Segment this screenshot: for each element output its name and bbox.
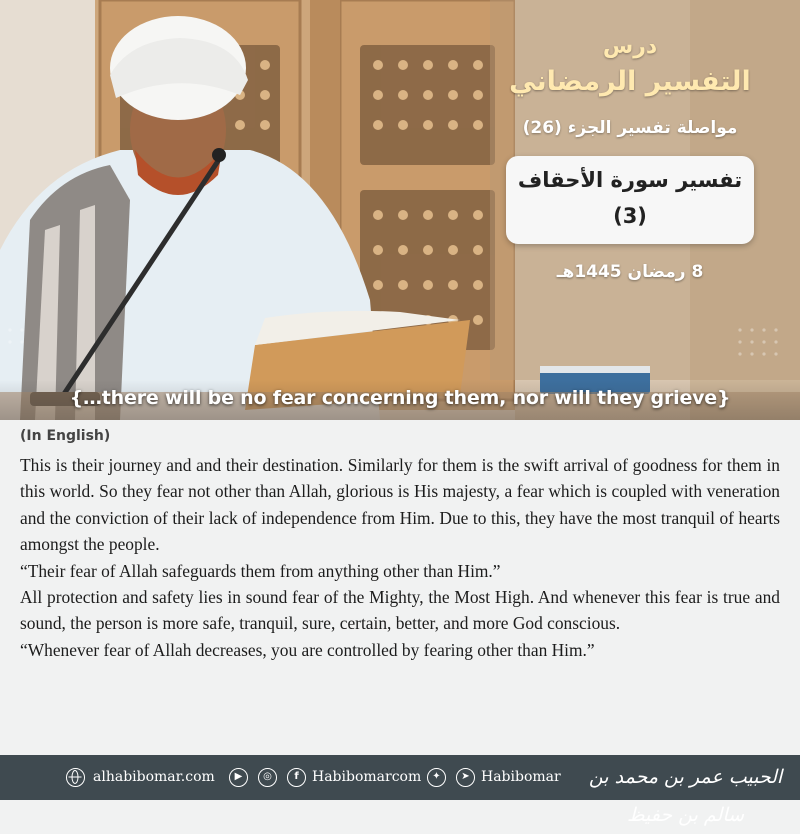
telegram-icon[interactable]: ➤ — [456, 768, 475, 787]
language-label: (In English) — [20, 428, 111, 444]
globe-icon[interactable] — [66, 768, 85, 787]
paragraph: This is their journey and and their destination. Similarly for them is the swift arrival of goodness for them in this world. So they fear not other than Allah, glorious is His majesty, a fear which is coupled with veneration and the conviction of their lack of independence from Him. Due to this, they have the most tranquil of hearts amongst the people. — [20, 455, 780, 555]
series-subtitle: مواصلة تفسير الجزء (26) — [522, 118, 738, 138]
website-link[interactable]: alhabibomar.com — [93, 769, 215, 785]
paragraph: “Their fear of Allah safeguards them from anything other than Him.” — [20, 560, 501, 581]
translation-text — [20, 452, 780, 663]
footer-bar — [0, 755, 800, 826]
instagram-icon[interactable]: ◎ — [258, 768, 277, 787]
lesson-date: 8 رمضان 1445هـ — [556, 262, 704, 282]
verse-caption: {…there will be no fear concerning them, nor will they grieve} — [0, 380, 800, 420]
facebook-icon[interactable]: f — [287, 768, 306, 787]
lesson-label: درس — [602, 34, 658, 59]
youtube-icon[interactable]: ▶ — [229, 768, 248, 787]
lesson-number: (3) — [613, 204, 647, 228]
lesson-title: تفسير سورة الأحقاف — [517, 168, 743, 192]
calligraphy-signature: الحبيب عمر بن محمد بن سالم بن حفيظ — [588, 766, 783, 826]
handle-link-primary[interactable]: Habibomarcom — [312, 769, 422, 785]
paragraph: “Whenever fear of Allah decreases, you are controlled by fearing other than Him.” — [20, 639, 595, 660]
lesson-title-card — [506, 156, 754, 244]
handle-link-secondary[interactable]: Habibomar — [481, 769, 561, 785]
twitter-icon[interactable]: ✦ — [427, 768, 446, 787]
paragraph: All protection and safety lies in sound fear of the Mighty, the Most High. And whenever this fear is true and sound, the person is more safe, tranquil, sure, certain, better, and more God conscious. — [20, 587, 780, 634]
series-title: التفسير الرمضاني — [509, 66, 751, 97]
